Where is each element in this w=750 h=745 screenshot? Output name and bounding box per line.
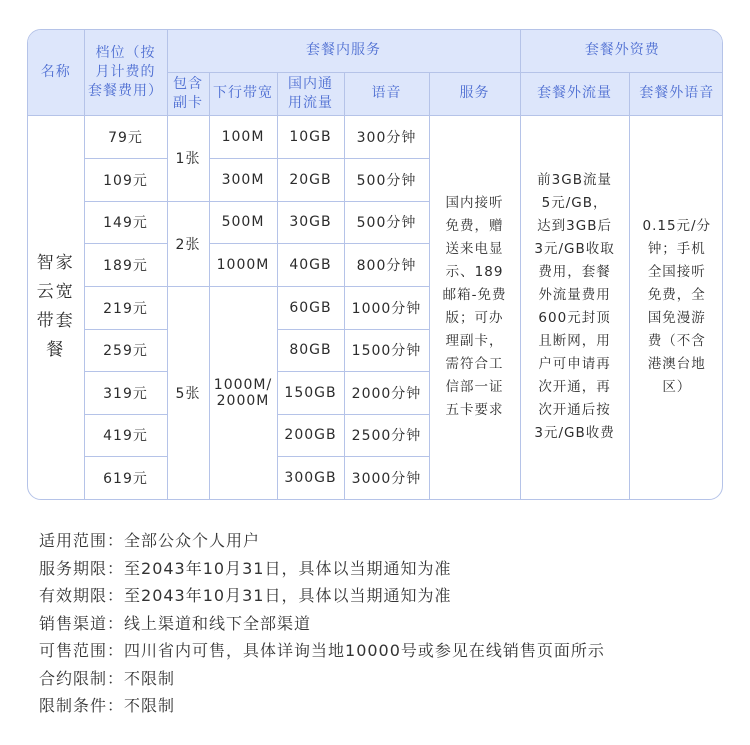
note-conditions: 限制条件：不限制 — [39, 696, 176, 715]
voice-cell: 500分钟 — [344, 201, 429, 243]
data-cell: 20GB — [277, 158, 344, 201]
data-cell: 60GB — [277, 286, 344, 329]
header-extra-voice: 套餐外语音 — [629, 72, 723, 115]
voice-cell: 1000分钟 — [344, 286, 429, 329]
header-voice: 语音 — [344, 72, 429, 115]
data-cell: 30GB — [277, 201, 344, 243]
header-outside-fees: 套餐外资费 — [520, 30, 723, 72]
sub-cards-cell: 2张 — [167, 201, 209, 286]
voice-cell: 800分钟 — [344, 243, 429, 286]
plan-table-card — [27, 29, 723, 500]
bandwidth-cell: 100M — [209, 115, 277, 158]
header-extra-data: 套餐外流量 — [520, 72, 629, 115]
data-cell: 200GB — [277, 414, 344, 456]
header-tier: 档位（按 月计费的 套餐费用） — [84, 30, 167, 115]
sub-cards-cell: 1张 — [167, 115, 209, 201]
note-channels: 销售渠道：线上渠道和线下全部渠道 — [39, 613, 312, 633]
plan-table — [28, 30, 723, 500]
bandwidth-cell: 300M — [209, 158, 277, 201]
price-cell: 319元 — [84, 371, 167, 414]
note-contract: 合约限制：不限制 — [39, 668, 176, 688]
price-cell: 79元 — [84, 115, 167, 158]
voice-cell: 2500分钟 — [344, 414, 429, 456]
note-validity: 有效期限：至2043年10月31日，具体以当期通知为准 — [39, 586, 452, 605]
header-downlink: 下行带宽 — [209, 72, 277, 115]
extra-voice-cell: 0.15元/分 钟；手机 全国接听 免费，全 国免漫游 费（不含 港澳台地 区） — [629, 115, 723, 499]
bandwidth-cell: 1000M/ 2000M — [209, 286, 277, 499]
service-cell: 国内接听 免费，赠 送来电显 示、189 邮箱-免费 版；可办 理副卡， 需符合工 信部一证 五卡要求 — [429, 115, 520, 499]
data-cell: 80GB — [277, 329, 344, 371]
data-cell: 10GB — [277, 115, 344, 158]
price-cell: 219元 — [84, 286, 167, 329]
voice-cell: 500分钟 — [344, 158, 429, 201]
voice-cell: 2000分钟 — [344, 371, 429, 414]
data-cell: 300GB — [277, 456, 344, 499]
price-cell: 419元 — [84, 414, 167, 456]
header-service: 服务 — [429, 72, 520, 115]
note-service-period: 服务期限：至2043年10月31日，具体以当期通知为准 — [39, 558, 452, 578]
header-sub-cards: 包含 副卡 — [167, 72, 209, 115]
price-cell: 189元 — [84, 243, 167, 286]
plan-notes — [39, 527, 605, 720]
voice-cell: 1500分钟 — [344, 329, 429, 371]
plan-name: 智家 云宽 带套 餐 — [28, 115, 84, 499]
price-cell: 619元 — [84, 456, 167, 499]
sub-cards-cell: 5张 — [167, 286, 209, 499]
price-cell: 149元 — [84, 201, 167, 243]
price-cell: 109元 — [84, 158, 167, 201]
header-data: 国内通 用流量 — [277, 72, 344, 115]
bandwidth-cell: 1000M — [209, 243, 277, 286]
price-cell: 259元 — [84, 329, 167, 371]
bandwidth-cell: 500M — [209, 201, 277, 243]
data-cell: 150GB — [277, 371, 344, 414]
data-cell: 40GB — [277, 243, 344, 286]
extra-data-cell: 前3GB流量 5元/GB， 达到3GB后 3元/GB收取 费用，套餐 外流量费用 600元封顶 且断网，用 户可申请再 次开通，再 次开通后按 3元/GB收费 — [520, 115, 629, 499]
voice-cell: 3000分钟 — [344, 456, 429, 499]
header-name: 名称 — [28, 30, 84, 115]
voice-cell: 300分钟 — [344, 115, 429, 158]
note-sale-area: 可售范围：四川省内可售，具体详询当地10000号或参见在线销售页面所示 — [39, 641, 605, 660]
note-scope: 适用范围：全部公众个人用户 — [39, 531, 261, 550]
header-inside-service: 套餐内服务 — [167, 30, 520, 72]
